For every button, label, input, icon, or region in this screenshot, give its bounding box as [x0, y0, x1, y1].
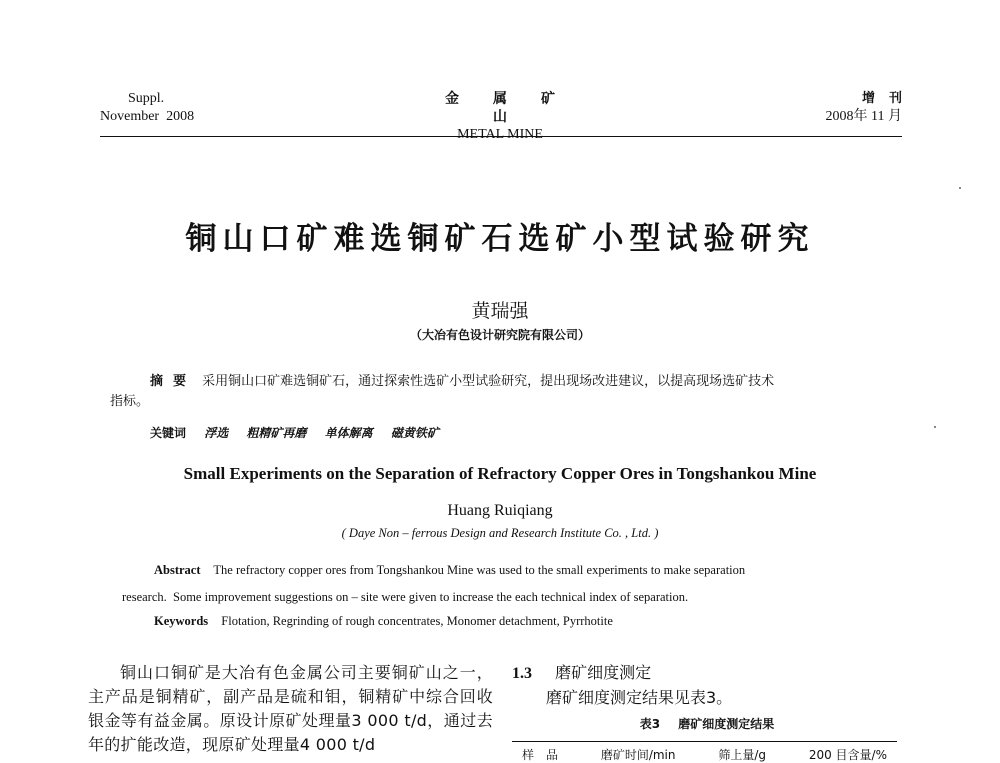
header-date-cn: 2008年 11 月 [825, 109, 902, 124]
table-number: 表3 [639, 717, 661, 731]
paper-title-cn: 铜山口矿难选铜矿石选矿小型试验研究 [185, 221, 815, 257]
keyword-cn: 粗精矿再磨 [246, 426, 307, 440]
abstract-cn [110, 372, 890, 412]
abstract-cn-text-2: 指标。 [110, 394, 150, 409]
keyword-cn: 磁黄铁矿 [390, 426, 439, 440]
author-en: Huang Ruiqiang [447, 502, 553, 519]
section-text: 磨矿细度测定结果见表3。 [546, 688, 733, 707]
header-right [742, 90, 916, 126]
table-header-cell: 磨矿时间/min [600, 748, 676, 762]
abstract-cn-text-1: 采用铜山口矿难选铜矿石，通过探索性选矿小型试验研究，提出现场改进建议，以提高现场选矿技术 [202, 374, 775, 389]
body-left-column [88, 661, 493, 757]
section-heading [512, 661, 902, 686]
affiliation-en: ( Daye Non – ferrous Design and Research Institute Co. , Ltd. ) [341, 526, 659, 540]
abstract-en-text-1: The refractory copper ores from Tongshankou Mine was used to the small experiments to make separation [213, 563, 746, 577]
scan-speck [934, 426, 936, 428]
body-paragraph: 铜山口铜矿是大冶有色金属公司主要铜矿山之一，主产品是铜精矿，副产品是硫和钼，铜精矿中综合回收银金等有益金属。原设计原矿处理量3 000 t/d，通过去年的扩能改造，现原矿处理量4 000 t/d [88, 663, 493, 754]
keyword-cn: 单体解离 [324, 426, 373, 440]
abstract-en-label: Abstract [154, 563, 201, 577]
header-date-en: November 2008 [100, 109, 195, 124]
table-caption [512, 715, 902, 733]
paper-title-en: Small Experiments on the Separation of Refractory Copper Ores in Tongshankou Mine [183, 464, 817, 483]
header-rule [100, 136, 902, 137]
body-right-column [512, 661, 902, 763]
keywords-en-text: Flotation, Regrinding of rough concentrates, Monomer detachment, Pyrrhotite [221, 614, 613, 628]
scan-speck [959, 187, 961, 189]
section-title: 磨矿细度测定 [555, 663, 652, 682]
journal-name-en: METAL MINE [457, 127, 543, 142]
abstract-en [122, 557, 867, 611]
journal-name-cn: 金属矿山 [445, 91, 589, 125]
abstract-cn-label: 摘要 [150, 374, 197, 389]
header-supplement-cn: 增刊 [861, 91, 916, 106]
abstract-en-text-2: research. Some improvement suggestions on – site were given to increase the each technical index of separation. [122, 590, 689, 604]
table-title: 磨矿细度测定结果 [678, 717, 775, 731]
table-header-cell: 筛上量/g [718, 748, 766, 762]
keywords-en [122, 608, 899, 635]
running-header [100, 90, 916, 142]
header-left [100, 90, 240, 126]
keyword-cn: 浮选 [204, 426, 229, 440]
keywords-en-label: Keywords [154, 614, 209, 628]
table-header-cell: 200 目含量/% [808, 748, 887, 762]
keywords-cn-label: 关键词 [150, 426, 187, 440]
affiliation-cn: （大冶有色设计研究院有限公司） [409, 328, 590, 342]
table-header-cell: 样 品 [522, 748, 559, 762]
author-cn: 黄瑞强 [471, 300, 529, 322]
keywords-cn [110, 423, 930, 443]
section-number: 1.3 [512, 665, 532, 682]
header-suppl: Suppl. [128, 91, 165, 106]
